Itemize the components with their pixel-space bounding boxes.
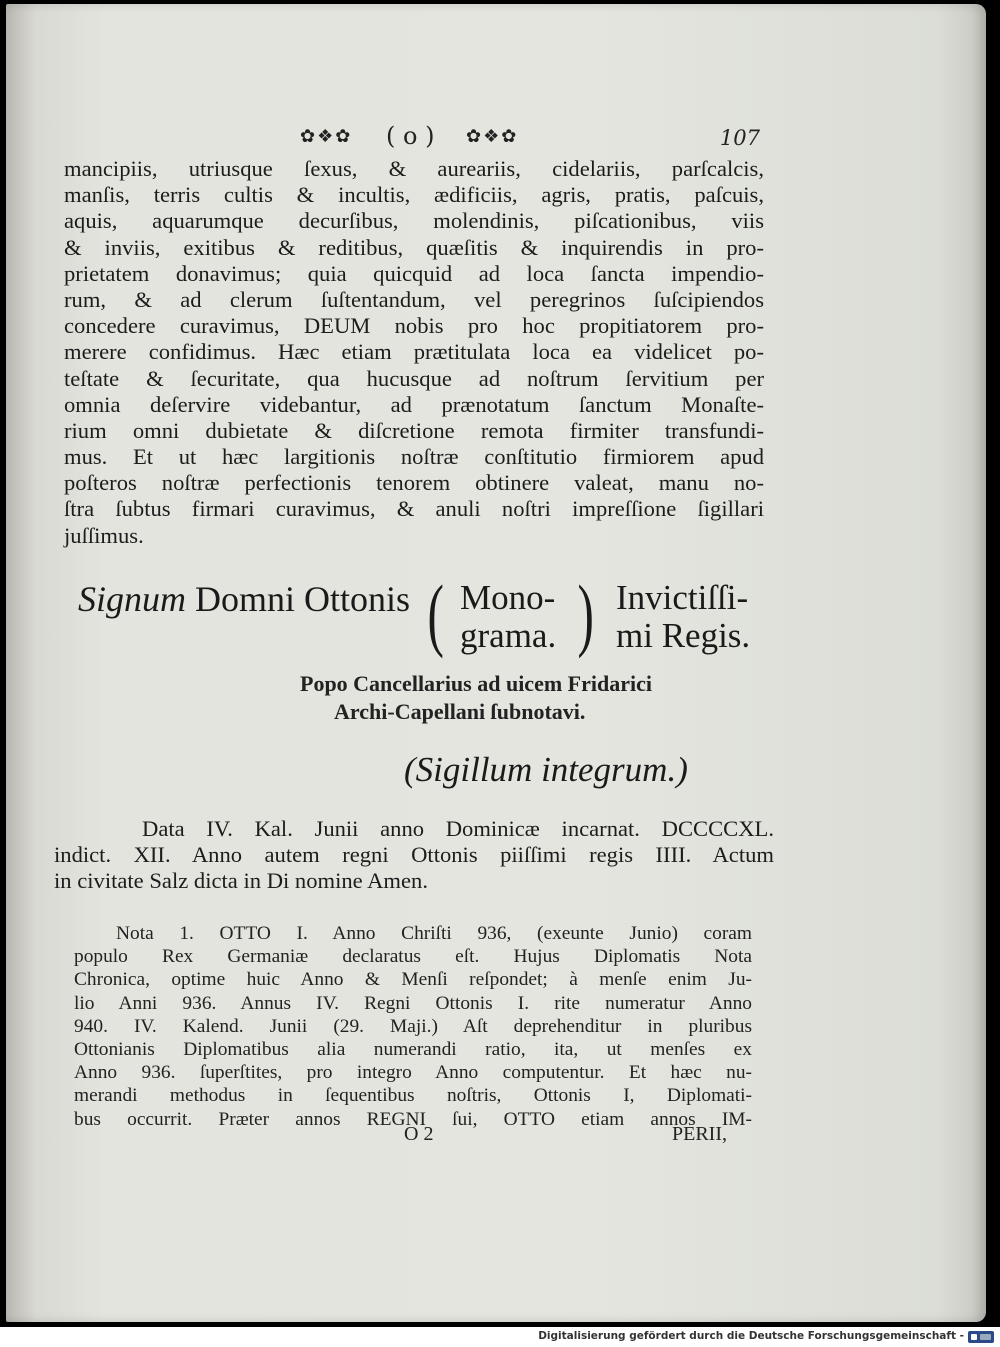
- footer-credit: Digitalisierung gefördert durch die Deutsche Forschungsgemeinschaft -: [538, 1330, 964, 1342]
- body-line: poſteros noſtræ perfectionis tenorem obtinere valeat, manu no-: [64, 470, 764, 496]
- body-line: concedere curavimus, DEUM nobis pro hoc propitiatorem pro-: [64, 313, 764, 339]
- subscription-line-1: Popo Cancellarius ad uicem Fridarici: [300, 671, 652, 696]
- footnote-line: Chronica, optime huic Anno & Menſi reſpondet; à menſe enim Ju-: [74, 969, 752, 991]
- catchword: PERII,: [672, 1123, 727, 1145]
- dating-line: Data IV. Kal. Junii anno Dominicæ incarnat. DCCCCXL.: [142, 816, 774, 841]
- body-line: rum, & ad clerum ſuſtentandum, vel peregrinos ſuſcipiendos: [64, 286, 764, 312]
- body-line: aquis, aquarumque decurſibus, molendinis, piſcationibus, viis: [64, 208, 764, 234]
- brace-right: ): [577, 568, 594, 659]
- dating-line: in civitate Salz dicta in Di nomine Amen.: [54, 868, 428, 894]
- monogram-line-2: grama.: [460, 616, 557, 655]
- footnote-line: bus occurrit. Præter annos REGNI ſui, OTTO etiam annos IM-: [74, 1108, 752, 1130]
- signum-block: [78, 568, 768, 662]
- footnote-line: populo Rex Germaniæ declaratus eſt. Hujus Diplomatis Nota: [74, 946, 752, 968]
- sigillum-note: (Sigillum integrum.): [404, 750, 688, 789]
- subscription-line-2: Archi-Capellani ſubnotavi.: [334, 699, 586, 724]
- footnote-line: Anno 936. ſuperſtites, pro integro Anno computentur. Et hæc nu-: [74, 1062, 752, 1084]
- body-line: merere confidimus. Hæc etiam prætitulata loca ea videlicet po-: [64, 339, 764, 365]
- invictissimi-line-2: mi Regis.: [616, 616, 751, 655]
- footnote-block: [74, 922, 752, 1131]
- signum-word: Signum: [78, 579, 186, 619]
- signum-domni: [78, 578, 410, 620]
- dating-line: indict. XII. Anno autem regni Ottonis piiſſimi regis IIII. Actum: [54, 842, 774, 868]
- footnote-line: lio Anni 936. Annus IV. Regni Ottonis I. rite numeratur Anno: [74, 992, 752, 1014]
- body-line: mus. Et ut hæc largitionis noſtræ conſtitutio firmiorem apud: [64, 444, 764, 470]
- footnote-line: 940. IV. Kalend. Junii (29. Maji.) Aſt deprehenditur in pluribus: [74, 1015, 752, 1037]
- subscription-block: [300, 670, 770, 726]
- brace-left: (: [427, 568, 444, 659]
- body-line: manſis, terris cultis & incultis, ædificiis, agris, pratis, paſcuis,: [64, 182, 764, 208]
- ornament-right-icon: ✿❖✿: [466, 126, 519, 147]
- body-paragraph: [64, 156, 764, 549]
- body-line: prietatem donavimus; quia quicquid ad loca ſancta impendio-: [64, 260, 764, 286]
- domni-ottonis: Domni Ottonis: [195, 579, 411, 619]
- dating-clause: [54, 816, 774, 895]
- body-line: & inviis, exitibus & reditibus, quæſitis & inquirendis in pro-: [64, 234, 764, 260]
- footer-bar: [0, 1327, 1000, 1347]
- body-line: mancipiis, utriusque ſexus, & aureariis, cidelariis, parſcalcis,: [64, 156, 764, 181]
- body-line: omnia deſervire videbantur, ad prænotatum ſanctum Monaſte-: [64, 391, 764, 417]
- footnote-line: Nota 1. OTTO I. Anno Chriſti 936, (exeunte Junio) coram: [116, 923, 752, 944]
- ornament-left-icon: ✿❖✿: [300, 126, 353, 147]
- body-line: juſſimus.: [64, 522, 144, 548]
- running-head-center: ( o ): [386, 122, 435, 150]
- footnote-line: Ottonianis Diplomatibus alia numerandi ratio, ita, ut menſes ex: [74, 1038, 752, 1060]
- running-head: [300, 122, 760, 152]
- footnote-line: merandi methodus in ſequentibus noſtris, Ottonis I, Diplomati-: [74, 1085, 752, 1107]
- signature-mark: O 2: [404, 1123, 434, 1145]
- invictissimi-line-1: Invictiſſi-: [616, 578, 749, 617]
- body-line: ſtra ſubtus firmari curavimus, & anuli noſtri impreſſione ſigillari: [64, 496, 764, 522]
- dfg-logo-icon: [968, 1331, 994, 1343]
- body-line: teſtate & ſecuritate, qua hucusque ad noſtrum ſervitium per: [64, 365, 764, 391]
- body-line: rium omni dubietate & diſcretione remota firmiter transfundi-: [64, 417, 764, 443]
- monogram-line-1: Mono-: [460, 578, 556, 617]
- page-number: 107: [719, 126, 760, 150]
